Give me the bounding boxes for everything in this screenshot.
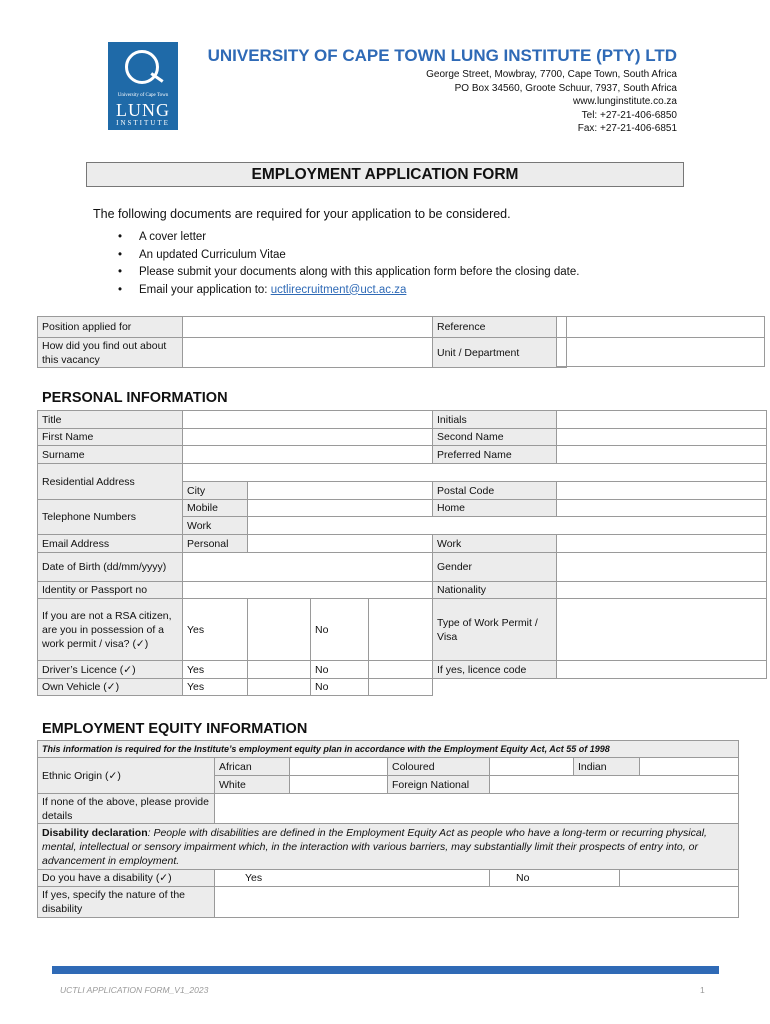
home-field[interactable]: [557, 500, 767, 517]
how-find-field[interactable]: [183, 338, 433, 368]
how-find-label: How did you find out about this vacancy: [38, 338, 183, 368]
coloured-label: Coloured: [388, 758, 490, 776]
permit-type-label: Type of Work Permit / Visa: [433, 599, 557, 661]
logo-line3: INSTITUTE: [116, 119, 170, 127]
footer-bar: [52, 966, 719, 974]
initials-label: Initials: [433, 411, 557, 429]
gender-field[interactable]: [557, 553, 767, 582]
title-label: Title: [38, 411, 183, 429]
document-list: [118, 229, 579, 299]
title-field[interactable]: [183, 411, 433, 429]
telephone-label: Telephone Numbers: [38, 500, 183, 535]
logo-line1: University of Cape Town: [117, 93, 169, 98]
permit-yes-label: Yes: [183, 599, 248, 661]
licence-code-label: If yes, licence code: [433, 661, 557, 679]
address-street: George Street, Mowbray, 7700, Cape Town, South Africa: [426, 69, 677, 80]
disability-specify-field[interactable]: [215, 887, 739, 918]
disability-no-checkbox[interactable]: [620, 870, 739, 887]
mobile-label: Mobile: [183, 500, 248, 517]
work-phone-label: Work: [183, 517, 248, 535]
address-tel: Tel: +27-21-406-6850: [581, 109, 677, 121]
nationality-label: Nationality: [433, 582, 557, 599]
disability-specify-label: If yes, specify the nature of the disability: [38, 887, 215, 918]
ethnic-label: Ethnic Origin (✓): [38, 758, 215, 794]
disability-declaration-text: : People with disabilities are defined in the Employment Equity Act as people who have a long-term or recurring physical, mental, intellectual or sensory impairment which, in the interaction with various barriers, may substantially limit their prospects of entry into, or advancement in employment.: [42, 826, 707, 867]
african-checkbox[interactable]: [290, 758, 388, 776]
permit-type-field[interactable]: [557, 599, 767, 661]
indian-checkbox[interactable]: [640, 758, 739, 776]
email-label: Email Address: [38, 535, 183, 553]
african-label: African: [215, 758, 290, 776]
institute-logo: [108, 42, 178, 130]
reference-field-extension: [556, 316, 765, 367]
personal-info-table: [37, 410, 767, 696]
personal-section-heading: PERSONAL INFORMATION: [42, 390, 228, 406]
dob-field[interactable]: [183, 553, 433, 582]
work-permit-label: If you are not a RSA citizen, are you in possession of a work permit / visa? (✓): [38, 599, 183, 661]
work-email-label: Work: [433, 535, 557, 553]
work-phone-field[interactable]: [248, 517, 767, 535]
ethnic-other-label: If none of the above, please provide details: [38, 794, 215, 824]
preferred-name-label: Preferred Name: [433, 446, 557, 464]
residential-label: Residential Address: [38, 464, 183, 500]
city-field[interactable]: [248, 482, 433, 500]
work-email-field[interactable]: [557, 535, 767, 553]
position-applied-label: Position applied for: [38, 317, 183, 338]
org-name: UNIVERSITY OF CAPE TOWN LUNG INSTITUTE (PTY) LTD: [207, 46, 677, 65]
permit-yes-checkbox[interactable]: [248, 599, 311, 661]
personal-email-label: Personal: [183, 535, 248, 553]
foreign-checkbox[interactable]: [490, 776, 739, 794]
reference-label: Reference: [433, 317, 557, 338]
vehicle-label: Own Vehicle (✓): [38, 679, 183, 696]
disability-declaration: [38, 824, 739, 870]
have-disability-label: Do you have a disability (✓): [38, 870, 215, 887]
footer-form-id: UCTLI APPLICATION FORM_V1_2023: [60, 985, 209, 995]
position-applied-field[interactable]: [183, 317, 433, 338]
preferred-name-field[interactable]: [557, 446, 767, 464]
surname-label: Surname: [38, 446, 183, 464]
first-name-field[interactable]: [183, 429, 433, 446]
nationality-field[interactable]: [557, 582, 767, 599]
initials-field[interactable]: [557, 411, 767, 429]
disability-yes-label: Yes: [215, 870, 490, 887]
list-item: [118, 282, 579, 300]
second-name-label: Second Name: [433, 429, 557, 446]
licence-code-field[interactable]: [557, 661, 767, 679]
residential-field[interactable]: [183, 464, 767, 482]
home-label: Home: [433, 500, 557, 517]
page-number: 1: [700, 985, 705, 995]
list-item: • Please submit your documents along with this application form before the closing date.: [118, 264, 579, 282]
postal-code-field[interactable]: [557, 482, 767, 500]
city-label: City: [183, 482, 248, 500]
licence-label: Driver’s Licence (✓): [38, 661, 183, 679]
vehicle-yes-checkbox[interactable]: [248, 679, 311, 696]
vehicle-no-label: No: [311, 679, 369, 696]
coloured-checkbox[interactable]: [490, 758, 574, 776]
mobile-field[interactable]: [248, 500, 433, 517]
id-field[interactable]: [183, 582, 433, 599]
licence-no-checkbox[interactable]: [369, 661, 433, 679]
equity-table: [37, 740, 739, 918]
permit-no-checkbox[interactable]: [369, 599, 433, 661]
postal-code-label: Postal Code: [433, 482, 557, 500]
licence-no-label: No: [311, 661, 369, 679]
licence-yes-checkbox[interactable]: [248, 661, 311, 679]
address-fax: Fax: +27-21-406-6851: [577, 123, 677, 134]
first-name-label: First Name: [38, 429, 183, 446]
indian-label: Indian: [574, 758, 640, 776]
personal-email-field[interactable]: [248, 535, 433, 553]
foreign-label: Foreign National: [388, 776, 490, 794]
dob-label: Date of Birth (dd/mm/yyyy): [38, 553, 183, 582]
surname-field[interactable]: [183, 446, 433, 464]
disability-declaration-label: Disability declaration: [42, 826, 148, 839]
white-checkbox[interactable]: [290, 776, 388, 794]
white-label: White: [215, 776, 290, 794]
unit-label: Unit / Department: [433, 338, 557, 368]
gender-label: Gender: [433, 553, 557, 582]
position-table: [37, 316, 567, 368]
equity-section-heading: EMPLOYMENT EQUITY INFORMATION: [42, 721, 308, 737]
email-prefix: Email your application to:: [139, 283, 271, 296]
equity-note: This information is required for the Institute’s employment equity plan in accordance with the Employment Equity Act, Act 55 of 1998: [38, 741, 739, 758]
list-item: • An updated Curriculum Vitae: [118, 247, 579, 265]
ethnic-other-field[interactable]: [215, 794, 739, 824]
disability-no-label: No: [490, 870, 620, 887]
list-item: • A cover letter: [118, 229, 579, 247]
email-link[interactable]: uctlirecruitment@uct.ac.za: [270, 283, 407, 296]
divider: [556, 337, 765, 338]
second-name-field[interactable]: [557, 429, 767, 446]
form-title: EMPLOYMENT APPLICATION FORM: [86, 162, 684, 187]
address-po-box: PO Box 34560, Groote Schuur, 7937, South Africa: [454, 82, 677, 94]
vehicle-no-checkbox[interactable]: [369, 679, 433, 696]
logo-q-mark-icon: [125, 50, 159, 84]
intro-text: The following documents are required for your application to be considered.: [93, 207, 511, 221]
permit-no-label: No: [311, 599, 369, 661]
id-label: Identity or Passport no: [38, 582, 183, 599]
address-website: www.lunginstitute.co.za: [573, 96, 677, 107]
vehicle-yes-label: Yes: [183, 679, 248, 696]
logo-line2: LUNG: [116, 100, 170, 120]
licence-yes-label: Yes: [183, 661, 248, 679]
empty-cell: [433, 679, 767, 696]
